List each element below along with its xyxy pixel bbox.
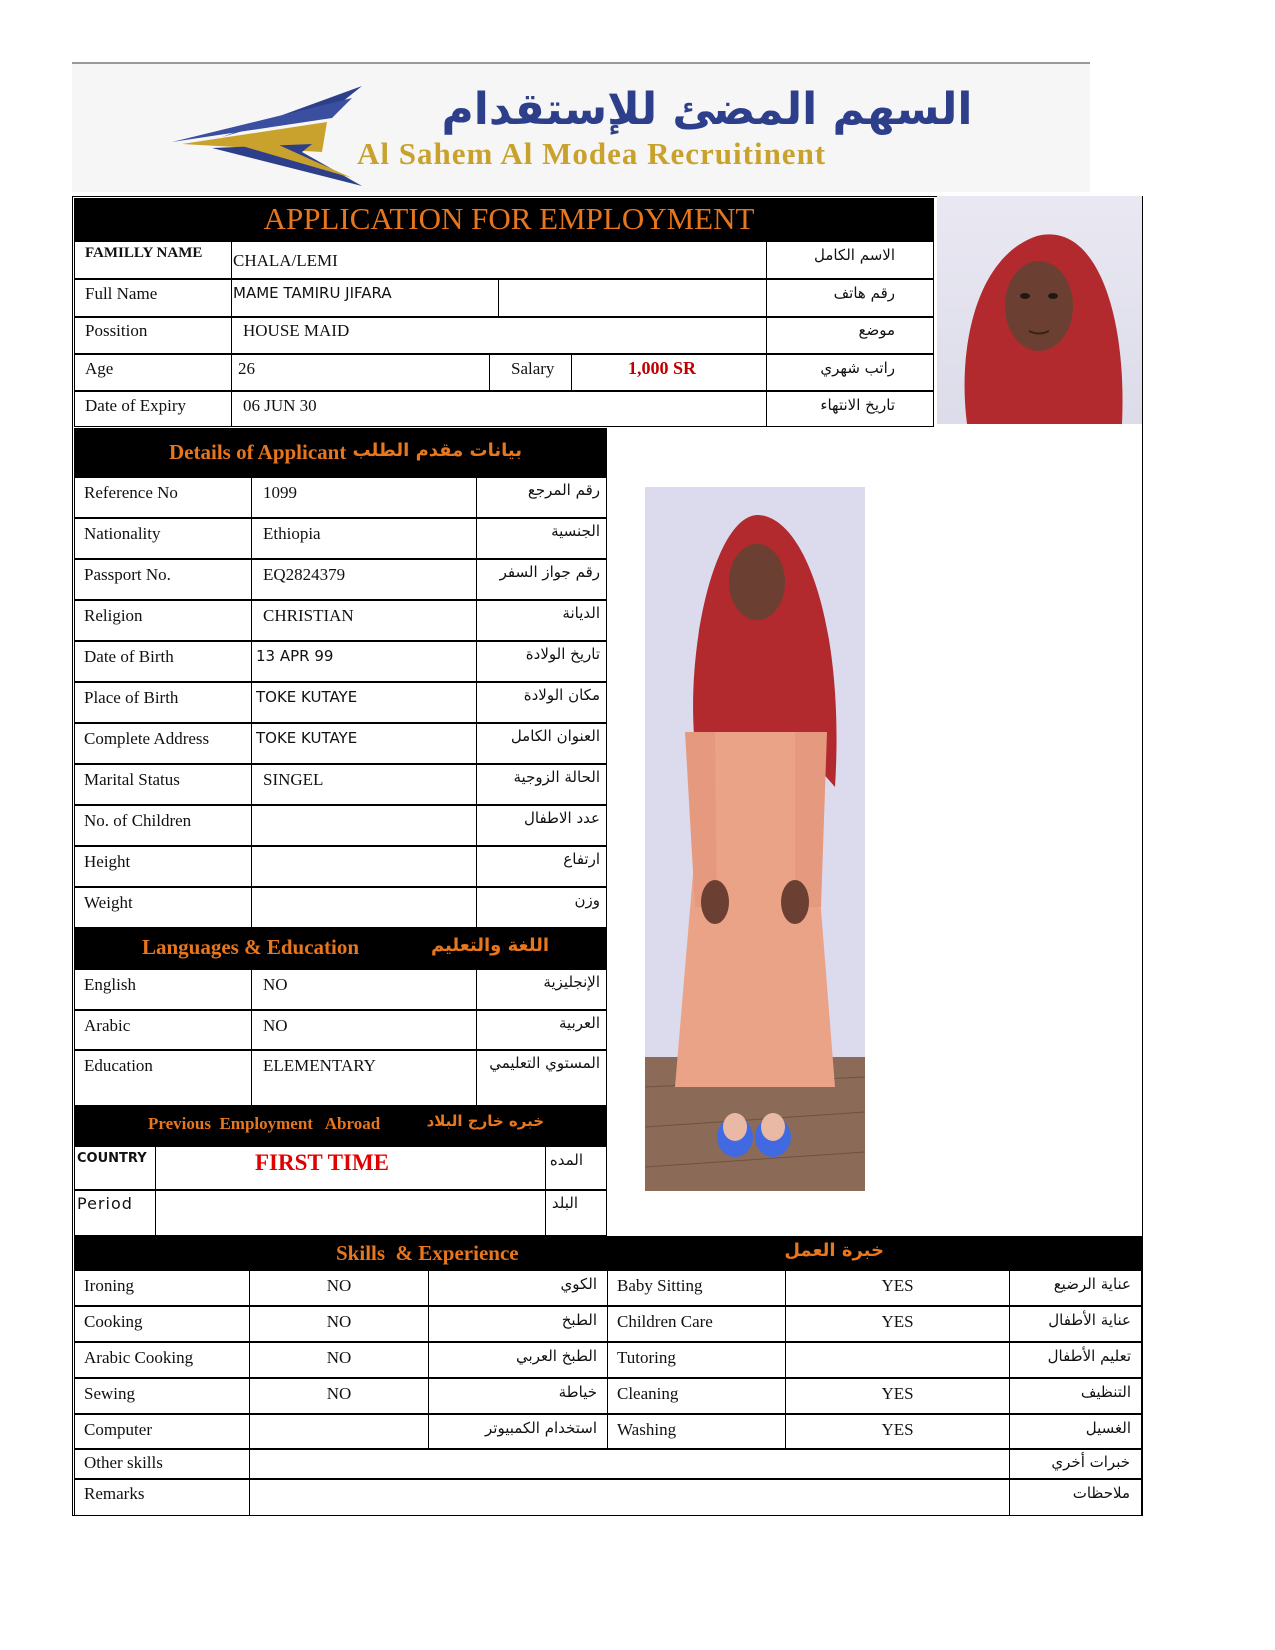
position-label: Possition bbox=[85, 321, 148, 340]
position-value: HOUSE MAID bbox=[243, 321, 350, 340]
languages-label: Education bbox=[84, 1056, 153, 1075]
languages-header bbox=[74, 928, 607, 969]
headshot-photo bbox=[937, 196, 1142, 424]
form-title-bar bbox=[74, 198, 934, 241]
full-body-photo bbox=[645, 487, 865, 1191]
skill-label: Cooking bbox=[84, 1312, 143, 1331]
skills-title-ar: خبرة العمل bbox=[784, 1240, 884, 1261]
expiry-value: 06 JUN 30 bbox=[243, 396, 317, 415]
languages-label: English bbox=[84, 975, 136, 994]
phone-ar: رقم هاتف bbox=[833, 284, 895, 302]
skills-header bbox=[74, 1236, 1142, 1270]
salary-ar: راتب شهري bbox=[820, 359, 895, 377]
skill-label-ar: الغسيل bbox=[1085, 1419, 1131, 1437]
details-label: Marital Status bbox=[84, 770, 180, 789]
details-value: EQ2824379 bbox=[263, 565, 346, 584]
details-label: Passport No. bbox=[84, 565, 171, 584]
details-label: No. of Children bbox=[84, 811, 192, 830]
period-label: Period bbox=[77, 1194, 133, 1213]
skill-label-ar: الطبخ bbox=[561, 1311, 597, 1329]
skill-label-ar: التنظيف bbox=[1080, 1383, 1131, 1401]
family-name-ar: الاسم الكامل bbox=[813, 246, 895, 264]
details-label: Reference No bbox=[84, 483, 178, 502]
form-title: APPLICATION FOR EMPLOYMENT bbox=[263, 201, 755, 236]
logo-english-text: Al Sahem Al Modea Recruitinent bbox=[357, 136, 827, 171]
details-label: Religion bbox=[84, 606, 143, 625]
details-label-ar: الحالة الزوجية bbox=[513, 768, 600, 786]
skill-label-ar: عناية الرضيع bbox=[1053, 1275, 1131, 1293]
details-value: 13 APR 99 bbox=[256, 647, 334, 665]
languages-title-en: Languages & Education bbox=[142, 935, 360, 959]
languages-label-ar: العربية bbox=[559, 1014, 600, 1032]
details-label-ar: وزن bbox=[574, 891, 600, 909]
details-label: Place of Birth bbox=[84, 688, 179, 707]
previous-title-en: Previous Employment Abroad bbox=[148, 1114, 381, 1133]
skill-value: NO bbox=[326, 1384, 352, 1403]
logo-arabic-text: السهم المضئ للإستقدام bbox=[441, 84, 973, 135]
skill-label: Baby Sitting bbox=[617, 1276, 703, 1295]
skills-title-en: Skills & Experience bbox=[336, 1241, 519, 1265]
details-label-ar: مكان الولادة bbox=[523, 686, 600, 704]
skill-label: Washing bbox=[617, 1420, 677, 1439]
skill-label: Children Care bbox=[617, 1312, 713, 1331]
skill-label-ar: خياطة bbox=[558, 1383, 597, 1401]
skill-value: YES bbox=[881, 1384, 914, 1403]
expiry-ar: تاريخ الانتهاء bbox=[820, 396, 895, 414]
details-value: Ethiopia bbox=[263, 524, 321, 543]
details-value: TOKE KUTAYE bbox=[256, 688, 358, 706]
details-label-ar: تاريخ الولادة bbox=[525, 645, 600, 663]
details-label-ar: الديانة bbox=[562, 604, 600, 622]
languages-label-ar: الإنجليزية bbox=[543, 973, 600, 991]
skill-label: Ironing bbox=[84, 1276, 135, 1295]
skill-value: NO bbox=[326, 1348, 352, 1367]
details-label: Height bbox=[84, 852, 131, 871]
family-name-label: FAMILLY NAME bbox=[85, 245, 203, 261]
expiry-label: Date of Expiry bbox=[85, 396, 187, 415]
skill-label: Cleaning bbox=[617, 1384, 679, 1403]
salary-label: Salary bbox=[511, 359, 555, 378]
position-ar: موضع bbox=[858, 321, 895, 339]
skill-label-ar: عناية الأطفال bbox=[1048, 1311, 1131, 1329]
details-label-ar: الجنسية bbox=[551, 522, 600, 540]
salary-value: 1,000 SR bbox=[628, 358, 697, 378]
skill-label-ar: الكوي bbox=[560, 1275, 597, 1293]
skill-value: NO bbox=[326, 1312, 352, 1331]
age-label: Age bbox=[85, 359, 114, 378]
family-name-value: CHALA/LEMI bbox=[233, 251, 338, 270]
remarks-ar: ملاحظات bbox=[1072, 1484, 1130, 1502]
details-header bbox=[74, 428, 607, 477]
other-skills-ar: خبرات أخري bbox=[1051, 1453, 1130, 1471]
details-value: CHRISTIAN bbox=[263, 606, 354, 625]
details-label-ar: ارتفاع bbox=[563, 850, 600, 868]
full-name-label: Full Name bbox=[85, 284, 158, 303]
country-label: COUNTRY bbox=[77, 1151, 147, 1166]
details-title-en: Details of Applicant bbox=[169, 440, 347, 464]
details-title-ar: بيانات مقدم الطلب bbox=[352, 440, 522, 461]
previous-header bbox=[74, 1106, 607, 1146]
logo-banner bbox=[72, 62, 1090, 192]
details-value: 1099 bbox=[263, 483, 297, 502]
details-value: SINGEL bbox=[263, 770, 324, 789]
skill-value: YES bbox=[881, 1312, 914, 1331]
other-skills-label: Other skills bbox=[84, 1453, 163, 1472]
skill-label-ar: تعليم الأطفال bbox=[1047, 1347, 1131, 1365]
details-label: Complete Address bbox=[84, 729, 210, 748]
languages-value: NO bbox=[263, 1016, 288, 1035]
languages-value: NO bbox=[263, 975, 288, 994]
languages-label: Arabic bbox=[84, 1016, 131, 1035]
country-ar: المده bbox=[549, 1151, 583, 1169]
skill-value: NO bbox=[326, 1276, 352, 1295]
skill-label: Arabic Cooking bbox=[84, 1348, 194, 1367]
details-label-ar: عدد الاطفال bbox=[524, 809, 600, 827]
country-value: FIRST TIME bbox=[255, 1150, 390, 1175]
details-label-ar: رقم جواز السفر bbox=[499, 563, 600, 581]
details-label: Weight bbox=[84, 893, 133, 912]
skill-label-ar: استخدام الكمبيوتر bbox=[485, 1419, 597, 1437]
full-name-value: MAME TAMIRU JIFARA bbox=[233, 284, 392, 302]
languages-label-ar: المستوي التعليمي bbox=[489, 1054, 600, 1072]
details-label-ar: العنوان الكامل bbox=[510, 727, 600, 745]
details-value: TOKE KUTAYE bbox=[256, 729, 358, 747]
details-label: Nationality bbox=[84, 524, 161, 543]
remarks-label: Remarks bbox=[84, 1484, 145, 1503]
skill-value: YES bbox=[881, 1420, 914, 1439]
skill-label: Computer bbox=[84, 1420, 152, 1439]
skills-row bbox=[74, 1342, 1142, 1378]
age-value: 26 bbox=[238, 359, 255, 378]
details-label: Date of Birth bbox=[84, 647, 174, 666]
skill-label: Sewing bbox=[84, 1384, 135, 1403]
skill-value: YES bbox=[881, 1276, 914, 1295]
previous-title-ar: خبره خارج البلاد bbox=[426, 1112, 544, 1130]
skill-label-ar: الطبخ العربي bbox=[516, 1347, 597, 1365]
arrow-logo-icon bbox=[152, 82, 382, 190]
languages-value: ELEMENTARY bbox=[263, 1056, 376, 1075]
period-ar: البلد bbox=[551, 1194, 578, 1212]
languages-title-ar: اللغة والتعليم bbox=[430, 935, 549, 956]
details-label-ar: رقم المرجع bbox=[527, 481, 600, 499]
skill-label: Tutoring bbox=[617, 1348, 676, 1367]
